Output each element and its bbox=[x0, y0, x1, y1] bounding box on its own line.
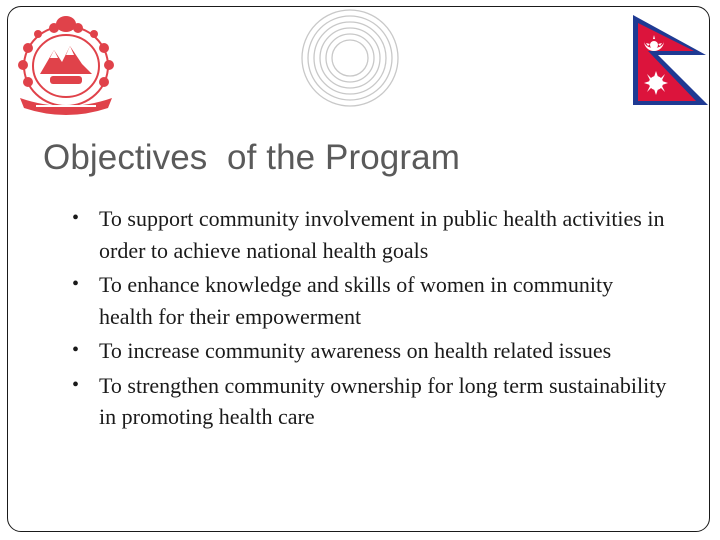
list-item-text: To strengthen community ownership for long term sustainability in promoting health care bbox=[99, 372, 667, 429]
nepal-government-emblem-icon bbox=[10, 10, 122, 118]
slide-title: Objectives of the Program bbox=[43, 138, 460, 177]
list-item-text: To support community involvement in public health activities in order to achieve national health goals bbox=[99, 206, 665, 263]
list-item-text: To enhance knowledge and skills of women in community health for their empowerment bbox=[99, 272, 614, 329]
list-item bbox=[72, 370, 672, 433]
bullet-icon: • bbox=[72, 339, 80, 361]
list-item bbox=[72, 335, 672, 367]
concentric-rings-icon bbox=[300, 8, 400, 108]
nepal-flag-icon bbox=[628, 13, 714, 109]
list-item bbox=[72, 269, 672, 332]
objectives-list bbox=[72, 203, 672, 436]
list-item-text: To increase community awareness on health related issues bbox=[99, 338, 612, 363]
bullet-icon: • bbox=[72, 273, 80, 295]
bullet-icon: • bbox=[72, 373, 80, 396]
list-item bbox=[72, 203, 672, 266]
bullet-icon: • bbox=[72, 207, 80, 229]
